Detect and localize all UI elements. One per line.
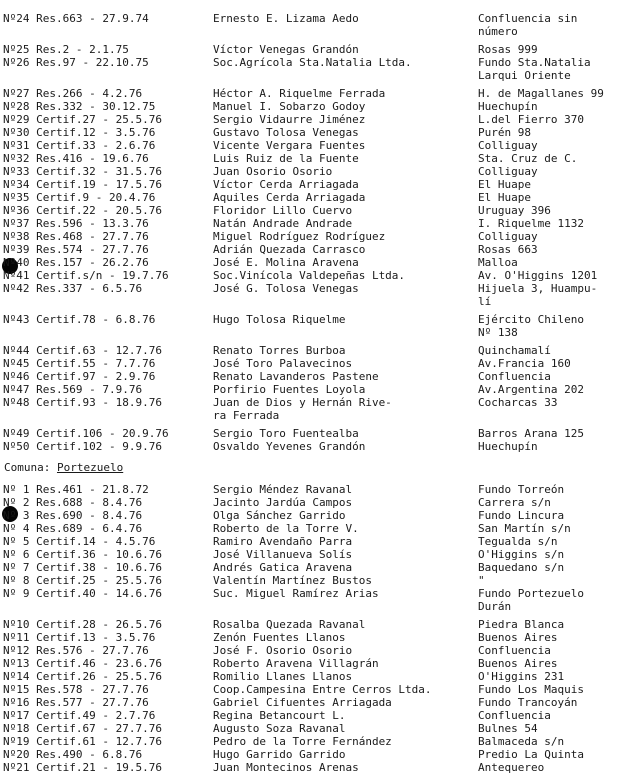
entry-reference: Nº49 Certif.106 - 20.9.76 xyxy=(3,427,169,440)
entry-reference: Nº37 Res.596 - 13.3.76 xyxy=(3,217,149,230)
entry-address: Piedra Blanca xyxy=(478,618,565,631)
entry-address: Fundo Portezuelo xyxy=(478,587,584,600)
entry-name: Sergio Méndez Ravanal xyxy=(213,483,353,496)
entry-address: Confluencia xyxy=(478,709,551,722)
entry-reference: Nº25 Res.2 - 2.1.75 xyxy=(3,43,129,56)
entry-address: Predio La Quinta xyxy=(478,748,584,761)
entry-name: Juan de Dios y Hernán Rive- xyxy=(213,396,392,409)
entry-address: Malloa xyxy=(478,256,518,269)
entry-name: Suc. Miguel Ramírez Arias xyxy=(213,587,379,600)
entry-address: Cocharcas 33 xyxy=(478,396,558,409)
entry-name: Augusto Soza Ravanal xyxy=(213,722,346,735)
registry-entry xyxy=(0,283,630,297)
entry-address: Uruguay 396 xyxy=(478,204,551,217)
entry-address: Rosas 663 xyxy=(478,243,538,256)
entry-address-continued: Durán xyxy=(478,600,512,613)
entry-reference: Nº17 Certif.49 - 2.7.76 xyxy=(3,709,156,722)
entry-name: Luis Ruiz de la Fuente xyxy=(213,152,359,165)
entry-address: I. Riquelme 1132 xyxy=(478,217,584,230)
entry-name: Osvaldo Yevenes Grandón xyxy=(213,440,366,453)
entry-name: Andrés Gatica Aravena xyxy=(213,561,353,574)
entry-name: Adrián Quezada Carrasco xyxy=(213,243,366,256)
entry-address: Confluencia xyxy=(478,644,551,657)
entry-address: El Huape xyxy=(478,191,531,204)
entry-name: Sergio Toro Fuentealba xyxy=(213,427,359,440)
entry-reference: Nº47 Res.569 - 7.9.76 xyxy=(3,383,143,396)
entry-reference: Nº16 Res.577 - 27.7.76 xyxy=(3,696,149,709)
entry-reference: Nº35 Certif.9 - 20.4.76 xyxy=(3,191,156,204)
entry-address: Fundo Lincura xyxy=(478,509,565,522)
entry-name: José F. Osorio Osorio xyxy=(213,644,353,657)
entry-address: Antequereo xyxy=(478,761,545,774)
entry-name: Ernesto E. Lizama Aedo xyxy=(213,12,359,25)
entry-reference: Nº 3 Res.690 - 8.4.76 xyxy=(3,509,143,522)
entry-name: José Villanueva Solís xyxy=(213,548,353,561)
entry-reference: Nº 9 Certif.40 - 14.6.76 xyxy=(3,587,162,600)
entry-name: José G. Tolosa Venegas xyxy=(213,282,359,295)
entry-address: Fundo Sta.Natalia xyxy=(478,56,591,69)
entry-address: Quinchamalí xyxy=(478,344,551,357)
entry-address: Colliguay xyxy=(478,139,538,152)
entry-address: Barros Arana 125 xyxy=(478,427,584,440)
registry-entry xyxy=(0,13,630,27)
entry-name: Renato Lavanderos Pastene xyxy=(213,370,379,383)
entry-reference: Nº43 Certif.78 - 6.8.76 xyxy=(3,313,156,326)
entry-reference: Nº29 Certif.27 - 25.5.76 xyxy=(3,113,162,126)
entry-name: Ramiro Avendaño Parra xyxy=(213,535,353,548)
entry-name: Jacinto Jardúa Campos xyxy=(213,496,353,509)
entry-reference: Nº33 Certif.32 - 31.5.76 xyxy=(3,165,162,178)
entry-reference: Nº 8 Certif.25 - 25.5.76 xyxy=(3,574,162,587)
entry-address: Colliguay xyxy=(478,165,538,178)
entry-reference: Nº19 Certif.61 - 12.7.76 xyxy=(3,735,162,748)
entry-address: Huechupín xyxy=(478,440,538,453)
entry-address: O'Higgins 231 xyxy=(478,670,565,683)
entry-address-continued: Larqui Oriente xyxy=(478,69,571,82)
entry-address-continued: Nº 138 xyxy=(478,326,518,339)
entry-reference: Nº30 Certif.12 - 3.5.76 xyxy=(3,126,156,139)
entry-address: Sta. Cruz de C. xyxy=(478,152,578,165)
entry-reference: Nº12 Res.576 - 27.7.76 xyxy=(3,644,149,657)
entry-address: Baquedano s/n xyxy=(478,561,565,574)
entry-reference: Nº44 Certif.63 - 12.7.76 xyxy=(3,344,162,357)
entry-address: Carrera s/n xyxy=(478,496,551,509)
entry-reference: Nº15 Res.578 - 27.7.76 xyxy=(3,683,149,696)
comuna-heading xyxy=(4,462,123,474)
entry-name: Zenón Fuentes Llanos xyxy=(213,631,346,644)
entry-name: José Toro Palavecinos xyxy=(213,357,353,370)
entry-reference: Nº34 Certif.19 - 17.5.76 xyxy=(3,178,162,191)
entry-name: Juan Montecinos Arenas xyxy=(213,761,359,774)
entry-reference: Nº18 Certif.67 - 27.7.76 xyxy=(3,722,162,735)
entry-name: Gustavo Tolosa Venegas xyxy=(213,126,359,139)
entry-address: Colliguay xyxy=(478,230,538,243)
entry-address: H. de Magallanes 99 xyxy=(478,87,604,100)
entry-reference: Nº24 Res.663 - 27.9.74 xyxy=(3,12,149,25)
entry-name: Hugo Garrido Garrido xyxy=(213,748,346,761)
registry-entry xyxy=(0,762,630,776)
entry-address-continued: lí xyxy=(478,295,492,308)
entry-address: Bulnes 54 xyxy=(478,722,538,735)
entry-name: Vicente Vergara Fuentes xyxy=(213,139,366,152)
entry-address: Balmaceda s/n xyxy=(478,735,565,748)
entry-reference: Nº13 Certif.46 - 23.6.76 xyxy=(3,657,162,670)
comuna-value: Portezuelo xyxy=(56,461,124,474)
entry-address: Ejército Chileno xyxy=(478,313,584,326)
entry-address: Confluencia sin xyxy=(478,12,578,25)
entry-address: " xyxy=(478,574,485,587)
entry-reference: Nº 6 Certif.36 - 10.6.76 xyxy=(3,548,162,561)
entry-name: Gabriel Cifuentes Arriagada xyxy=(213,696,392,709)
entry-reference: Nº 7 Certif.38 - 10.6.76 xyxy=(3,561,162,574)
entry-reference: Nº11 Certif.13 - 3.5.76 xyxy=(3,631,156,644)
entry-reference: Nº39 Res.574 - 27.7.76 xyxy=(3,243,149,256)
entry-name: Valentín Martínez Bustos xyxy=(213,574,372,587)
entry-reference: Nº20 Res.490 - 6.8.76 xyxy=(3,748,143,761)
entry-address: Buenos Aires xyxy=(478,657,558,670)
entry-reference: Nº27 Res.266 - 4.2.76 xyxy=(3,87,143,100)
entry-address: Tegualda s/n xyxy=(478,535,558,548)
entry-address: Hijuela 3, Huampu- xyxy=(478,282,598,295)
entry-address: O'Higgins s/n xyxy=(478,548,565,561)
entry-reference: Nº45 Certif.55 - 7.7.76 xyxy=(3,357,156,370)
entry-name: Soc.Agrícola Sta.Natalia Ltda. xyxy=(213,56,412,69)
entry-name: Héctor A. Riquelme Ferrada xyxy=(213,87,386,100)
entry-name: Coop.Campesina Entre Cerros Ltda. xyxy=(213,683,432,696)
entry-address: L.del Fierro 370 xyxy=(478,113,584,126)
entry-name: José E. Molina Aravena xyxy=(213,256,359,269)
entry-reference: Nº31 Certif.33 - 2.6.76 xyxy=(3,139,156,152)
registry-entry xyxy=(0,588,630,602)
entry-name: Roberto de la Torre V. xyxy=(213,522,359,535)
entry-name: Aquiles Cerda Arriagada xyxy=(213,191,366,204)
entry-reference: Nº36 Certif.22 - 20.5.76 xyxy=(3,204,162,217)
entry-address: Buenos Aires xyxy=(478,631,558,644)
entry-address: Av. O'Higgins 1201 xyxy=(478,269,598,282)
entry-name: Pedro de la Torre Fernández xyxy=(213,735,392,748)
entry-name: Miguel Rodríguez Rodríguez xyxy=(213,230,386,243)
entry-name: Manuel I. Sobarzo Godoy xyxy=(213,100,366,113)
entry-address: Fundo Trancoyán xyxy=(478,696,578,709)
entry-name: Renato Torres Burboa xyxy=(213,344,346,357)
entry-name: Roberto Aravena Villagrán xyxy=(213,657,379,670)
entry-address: Rosas 999 xyxy=(478,43,538,56)
entry-reference: Nº 5 Certif.14 - 4.5.76 xyxy=(3,535,156,548)
registry-entry xyxy=(0,441,630,455)
entry-name: Regina Betancourt L. xyxy=(213,709,346,722)
entry-reference: Nº41 Certif.s/n - 19.7.76 xyxy=(3,269,169,282)
entry-reference: Nº28 Res.332 - 30.12.75 xyxy=(3,100,156,113)
entry-address: Av.Argentina 202 xyxy=(478,383,584,396)
comuna-label: Comuna: xyxy=(4,461,51,474)
entry-reference: Nº32 Res.416 - 19.6.76 xyxy=(3,152,149,165)
entry-name: Floridor Lillo Cuervo xyxy=(213,204,353,217)
entry-reference: Nº14 Certif.26 - 25.5.76 xyxy=(3,670,162,683)
entry-name: Porfirio Fuentes Loyola xyxy=(213,383,366,396)
entry-reference: Nº10 Certif.28 - 26.5.76 xyxy=(3,618,162,631)
entry-reference: Nº42 Res.337 - 6.5.76 xyxy=(3,282,143,295)
entry-name: Soc.Vinícola Valdepeñas Ltda. xyxy=(213,269,406,282)
entry-reference: Nº48 Certif.93 - 18.9.76 xyxy=(3,396,162,409)
entry-name: Natán Andrade Andrade xyxy=(213,217,353,230)
entry-name: Rosalba Quezada Ravanal xyxy=(213,618,366,631)
registry-entry xyxy=(0,314,630,328)
entry-name: Víctor Venegas Grandón xyxy=(213,43,359,56)
entry-address: Fundo Los Maquis xyxy=(478,683,584,696)
entry-address: Av.Francia 160 xyxy=(478,357,571,370)
entry-name-continued: ra Ferrada xyxy=(213,409,280,422)
entry-name: Romilio Llanes Llanos xyxy=(213,670,353,683)
entry-name: Sergio Vidaurre Jiménez xyxy=(213,113,366,126)
entry-reference: Nº 1 Res.461 - 21.8.72 xyxy=(3,483,149,496)
entry-address: San Martín s/n xyxy=(478,522,571,535)
entry-reference: Nº46 Certif.97 - 2.9.76 xyxy=(3,370,156,383)
entry-address: Purén 98 xyxy=(478,126,531,139)
entry-address: Fundo Torreón xyxy=(478,483,565,496)
entry-name: Olga Sánchez Garrido xyxy=(213,509,346,522)
entry-reference: Nº50 Certif.102 - 9.9.76 xyxy=(3,440,162,453)
entry-name: Juan Osorio Osorio xyxy=(213,165,333,178)
entry-address: El Huape xyxy=(478,178,531,191)
entry-reference: Nº 4 Res.689 - 6.4.76 xyxy=(3,522,143,535)
entry-name: Víctor Cerda Arriagada xyxy=(213,178,359,191)
entry-address: Huechupín xyxy=(478,100,538,113)
entry-reference: Nº21 Certif.21 - 19.5.76 xyxy=(3,761,162,774)
entry-name: Hugo Tolosa Riquelme xyxy=(213,313,346,326)
entry-reference: Nº38 Res.468 - 27.7.76 xyxy=(3,230,149,243)
entry-reference: Nº 2 Res.688 - 8.4.76 xyxy=(3,496,143,509)
registry-entry xyxy=(0,397,630,411)
entry-address: Confluencia xyxy=(478,370,551,383)
entry-reference: Nº40 Res.157 - 26.2.76 xyxy=(3,256,149,269)
entry-address-continued: número xyxy=(478,25,518,38)
entry-reference: Nº26 Res.97 - 22.10.75 xyxy=(3,56,149,69)
